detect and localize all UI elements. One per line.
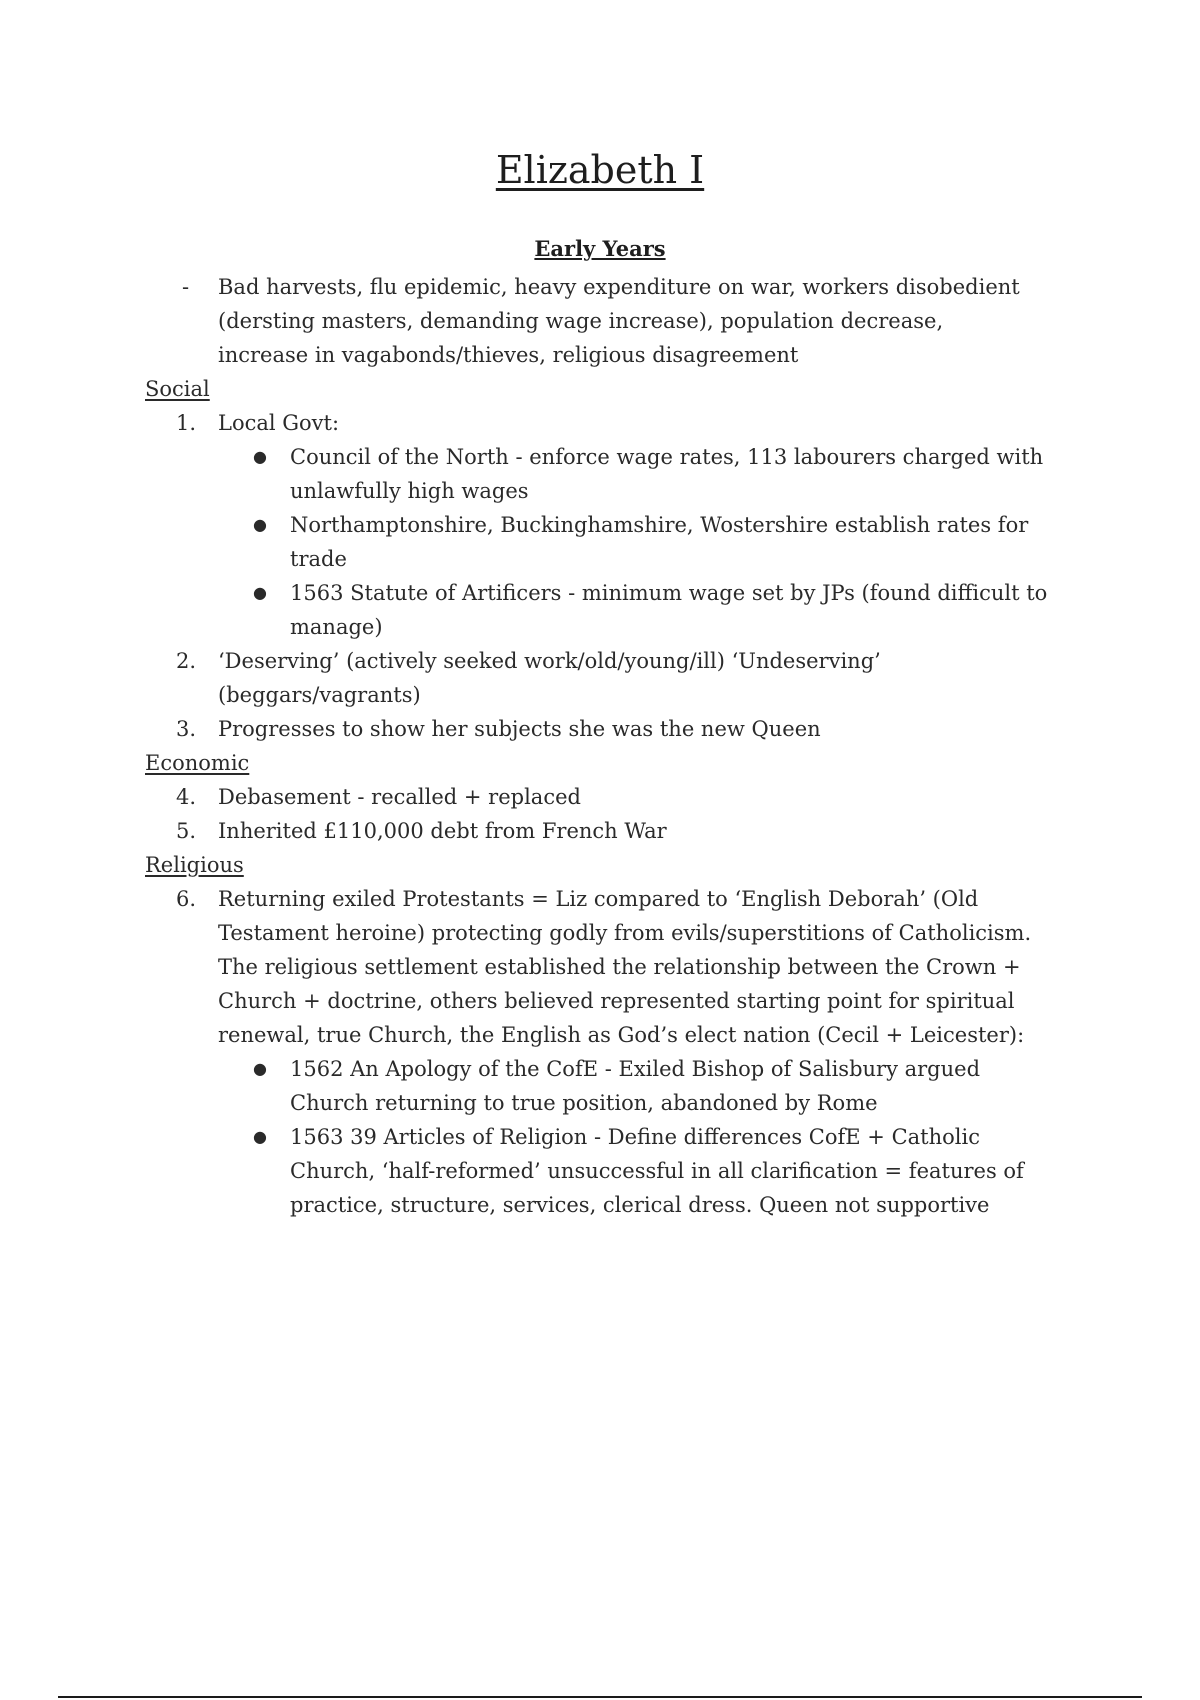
bullet-item bbox=[0, 508, 1200, 576]
list-number: 3. bbox=[175, 717, 196, 741]
list-item-text: Inherited £110,000 debt from French War bbox=[218, 819, 667, 843]
bullet-icon: ● bbox=[253, 447, 267, 466]
list-item-text: Debasement - recalled + replaced bbox=[218, 785, 581, 809]
list-item-2 bbox=[0, 644, 1200, 712]
bullet-item bbox=[0, 440, 1200, 508]
list-item-text: Returning exiled Protestants = Liz compared to ‘English Deborah’ (Old Testament heroine) protecting godly from evils/superstitions of Catholicism. The religious settlement established the relationship between the Crown + Church + doctrine, others believed represented starting point for spiritual renewal, true Church, the English as God’s elect nation (Cecil + Leicester): bbox=[218, 887, 1032, 1047]
bullet-icon: ● bbox=[253, 1127, 267, 1146]
intro-text: Bad harvests, flu epidemic, heavy expenditure on war, workers disobedient (dersting masters, demanding wage increase), population decrease, increase in vagabonds/thieves, religious disagreement bbox=[218, 275, 1020, 367]
list-number: 2. bbox=[175, 649, 196, 673]
list-number: 1. bbox=[175, 411, 196, 435]
section-subtitle: Early Years bbox=[534, 236, 666, 261]
intro-item bbox=[0, 270, 1200, 372]
list-item-text: ‘Deserving’ (actively seeked work/old/young/ill) ‘Undeserving’ (beggars/vagrants) bbox=[218, 649, 881, 707]
list-item-6 bbox=[0, 882, 1200, 1052]
dash-marker: - bbox=[182, 275, 190, 299]
bullet-item bbox=[0, 576, 1200, 644]
heading-economic: Economic bbox=[145, 751, 250, 775]
heading-religious: Religious bbox=[145, 853, 244, 877]
page-bottom-rule bbox=[58, 1696, 1142, 1698]
bullet-item bbox=[0, 1120, 1200, 1222]
list-item-1 bbox=[0, 406, 1200, 440]
bullet-text: Northamptonshire, Buckinghamshire, Wostershire establish rates for trade bbox=[290, 513, 1029, 571]
bullet-text: 1563 39 Articles of Religion - Define differences CofE + Catholic Church, ‘half-reformed’ unsuccessful in all clarification = features of practice, structure, services, clerical dress. Queen not supportive bbox=[290, 1125, 1024, 1217]
list-item-text: Local Govt: bbox=[218, 411, 340, 435]
list-number: 6. bbox=[175, 887, 196, 911]
bullet-icon: ● bbox=[253, 1059, 267, 1078]
bullet-icon: ● bbox=[253, 583, 267, 602]
heading-social: Social bbox=[145, 377, 210, 401]
document-body bbox=[0, 270, 1200, 1222]
list-item-5 bbox=[0, 814, 1200, 848]
bullet-text: 1563 Statute of Artificers - minimum wage set by JPs (found difficult to manage) bbox=[290, 581, 1048, 639]
bullet-text: Council of the North - enforce wage rates, 113 labourers charged with unlawfully high wages bbox=[290, 445, 1044, 503]
bullet-icon: ● bbox=[253, 515, 267, 534]
list-item-3 bbox=[0, 712, 1200, 746]
bullet-text: 1562 An Apology of the CofE - Exiled Bishop of Salisbury argued Church returning to true position, abandoned by Rome bbox=[290, 1057, 981, 1115]
list-number: 5. bbox=[175, 819, 196, 843]
list-item-4 bbox=[0, 780, 1200, 814]
list-number: 4. bbox=[175, 785, 196, 809]
page-title: Elizabeth I bbox=[495, 148, 705, 192]
list-item-text: Progresses to show her subjects she was the new Queen bbox=[218, 717, 821, 741]
bullet-item bbox=[0, 1052, 1200, 1120]
